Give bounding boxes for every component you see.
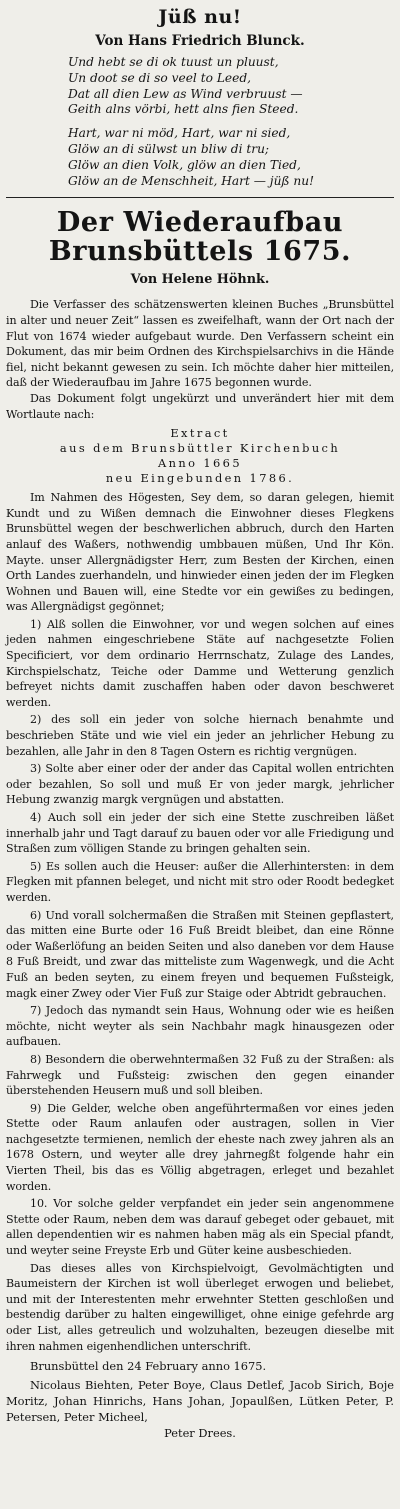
poem-line: Und hebt se di ok tuust un pluust,: [68, 55, 279, 69]
body-paragraph: Das dieses alles von Kirchspielvoigt, Gevolmächtigten und Baumeistern der Kirchen ist woll überleget erwogen und beliebet, und mit der Interestenten mehr erwehnter Stetten geschloßen und bestendig darüber zu halten eingewilliget, ohne einige gefehrde arg oder List, alles getreulich und wolzuhalten, bezeugen dieselbe mit ihren nahmen eigenhendlichen unterschrift.: [6, 1261, 394, 1353]
poem-line: Glöw an di sülwst un bliw di tru;: [68, 141, 270, 156]
extract-line: neu Eingebunden 1786.: [105, 471, 295, 486]
poem-line: Glöw an dien Volk, glöw an dien Tied,: [68, 157, 301, 172]
body-paragraph: 8) Besondern die oberwehntermaßen 32 Fuß zu der Straßen: als Fahrwegk und Fußsteig: zwischen den gegen einander überstehenden Heusern muß und soll bleiben.: [6, 1052, 394, 1098]
article-title: [6, 208, 394, 266]
article-title-line: Der Wiederaufbau: [56, 207, 344, 239]
poem-line: Dat all dien Lew as Wind verbruust —: [68, 86, 303, 101]
extract-line: aus dem Brunsbüttler Kirchenbuch: [59, 441, 341, 456]
body-paragraph: 9) Die Gelder, welche oben angeführtermaßen vor eines jeden Stette oder Raum anlaufen oder austragen, sollen in Vier nachgesetzte termienen, nemlich der eheste nach zwey jahren als an 1678 Ostern, und weyter alle drey jahrnegßt folgende hahr ein Vierten Theil, bis das es Völlig abgetragen, erleget und bezahlet worden.: [6, 1101, 394, 1193]
intro-paragraph: Die Verfasser des schätzenswerten kleinen Buches „Brunsbüttel in alter und neuer Zeit“ lassen es zweifelhaft, wann der Ort nach der Flut von 1674 wieder aufgebaut wurde. Den Verfassern scheint ein Dokument, das mir beim Ordnen des Kirchspielsarchivs in die Hände fiel, nicht bekannt gewesen zu sein. Ich möchte daher hier mitteilen, daß der Wiederaufbau im Jahre 1675 begonnen wurde.: [6, 298, 394, 390]
body-paragraph: Im Nahmen des Högesten, Sey dem, so daran gelegen, hiemit Kundt und zu Wißen demnach die Einwohner dieses Flegkens Brunsbüttel wegen der beschwerlichen abbruch, durch den Harten anlauf des Waßers, nothwendig umbbauen müßen, Und Ihr Kön. Mayte. unser Allergnädigster Herr, zum Besten der Kirchen, einen Orth Landes zuerhandeln, und hinwieder einen jeden der im Flegken Wohnen und Bauen will, eine Stedte vor ein gewißes zu bedingen, was Allergnädigst gegönnet;: [6, 491, 394, 614]
poem-line: Glöw an de Menschheit, Hart — jüß nu!: [68, 173, 315, 188]
dateline: Brunsbüttel den 24 February anno 1675.: [30, 1359, 267, 1374]
body-paragraph: 1) Alß sollen die Einwohner, vor und wegen solchen auf eines jeden nahmen eingeschriebene Stäte auf nachgesetzte Folien Specificiert, vor dem ordinario Herrnschatz, Zulage des Landes, Kirchspielschatz, Teiche oder Damme und Wetterung genzlich befreyet nichts damit zuschaffen haben oder davon beschweret werden.: [6, 617, 394, 709]
poem-line: Geith alns vörbi, hett alns fien Steed.: [68, 102, 299, 117]
article-author: Von Helene Höhnk.: [130, 272, 270, 288]
body-paragraph: 3) Solte aber einer oder der ander das Capital wollen entrichten oder bezahlen, So soll und muß Er von jeder margk, jehrlicher Hebung zwanzig margk vergnügen und abstatten.: [6, 762, 394, 807]
extract-heading: [6, 426, 394, 486]
signers-list: Nicolaus Biehten, Peter Boye, Claus Detlef, Jacob Sirich, Boje Moritz, Johan Hinrichs, Hans Johan, Jopaulßen, Lütken Peter, P. Petersen, Peter Micheel,: [6, 1378, 394, 1424]
poem-stanza: [68, 126, 394, 189]
intro-paragraph-2: Das Dokument folgt ungekürzt und unverändert hier mit dem Wortlaute nach:: [6, 391, 394, 421]
article-title-line: Brunsbüttels 1675.: [48, 236, 352, 268]
section-divider: [6, 197, 394, 198]
body-paragraph: 4) Auch soll ein jeder der sich eine Stette zuschreiben läßet innerhalb jahr und Tagt darauf zu bauen oder vor alle Friedigung und Straßen zum völligen Stande zu bringen gehalten sein.: [6, 811, 394, 856]
poem-line: Un doot se di so veel to Leed,: [68, 70, 252, 85]
document-body: [6, 490, 394, 1354]
poem-line: Hart, war ni möd, Hart, war ni sied,: [68, 126, 291, 141]
poem-title: Jüß nu!: [158, 6, 242, 28]
body-paragraph: 2) des soll ein jeder von solche hiernach benahmte und beschrieben Stäte und wie viel ein jeder an jehrlicher Hebung zu bezahlen, alle Jahr in den 8 Tagen Ostern es richtig vergnügen.: [6, 713, 394, 758]
poem-stanza: [68, 55, 394, 118]
poem-author: Von Hans Friedrich Blunck.: [95, 33, 305, 49]
body-paragraph: 7) Jedoch das nymandt sein Haus, Wohnung oder wie es heißen möchte, nicht weyter als sein Nachbahr magk hinausgezen oder aufbauen.: [6, 1004, 394, 1049]
extract-line: Anno 1665: [158, 456, 242, 471]
body-paragraph: 6) Und vorall solchermaßen die Straßen mit Steinen gepflastert, das mitten eine Burte oder 16 Fuß Breidt bleibet, dan eine Rönne oder Waßerlöfung an beiden Seiten und also daneben vor dem Hause 8 Fuß Breidt, und zwar das mitteliste zum Wagenwegk, und die Acht Fuß an beden seyten, zu einem freyen und bequemen Fußsteigk, magk einer Zwey oder Vier Fuß zur Staige oder Abtridt gebrauchen.: [6, 908, 394, 1000]
body-paragraph: 10. Vor solche gelder verpfandet ein jeder sein angenommene Stette oder Raum, neben dem was darauf gebeget oder gebauet, mit allen dependentien wir es nahmen haben mäg als ein Special pfandt, und weyter seine Freyste Erb und Güter keine ausbeschieden.: [6, 1197, 394, 1258]
body-paragraph: 5) Es sollen auch die Heuser: außer die Allerhintersten: in dem Flegken mit pfannen beleget, und nicht mit stro oder Roodt bedegket werden.: [6, 859, 394, 904]
last-signer: Peter Drees.: [164, 1425, 236, 1440]
extract-line: Extract: [170, 426, 230, 441]
